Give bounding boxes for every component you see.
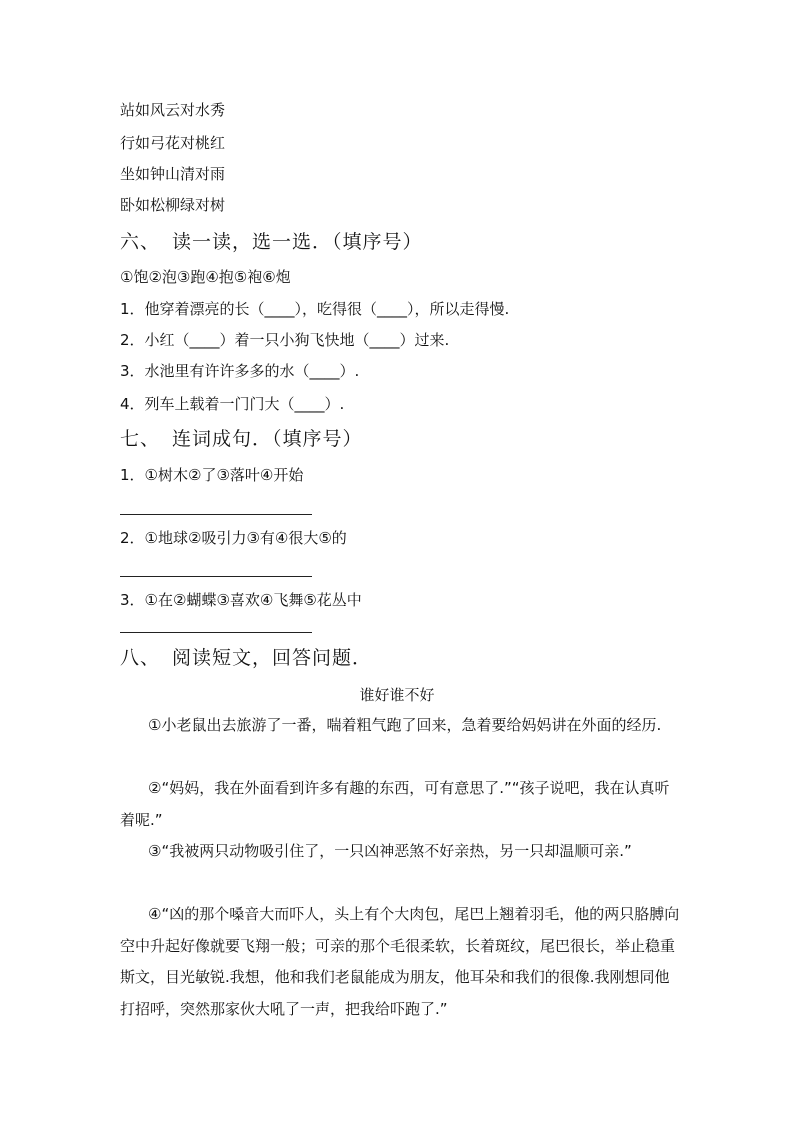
section-8-number: 八、 (120, 647, 161, 669)
section-7-item-2: 2．①地球②吸引力③有④很大⑤的 (120, 529, 347, 547)
section-6-options: ①饱②泡③跑④抱⑤袍⑥炮 (120, 268, 291, 286)
story-paragraph-2: ②“妈妈，我在外面看到许多有趣的东西，可有意思了.”“孩子说吧，我在认真听着呢.” (120, 779, 670, 829)
section-7-heading (120, 426, 363, 452)
section-8-heading (120, 645, 372, 671)
story-paragraph-4: ④“凶的那个嗓音大而吓人，头上有个大肉包，尾巴上翘着羽毛，他的两只胳膊向空中升起好像就要飞翔一般；可亲的那个毛很柔软，长着斑纹，尾巴很长，举止稳重斯文，目光敏锐.我想，他和我们老鼠能成为朋友，他耳朵和我们的很像.我刚想同他打招呼，突然那家伙大吼了一声，把我给吓跑了.” (120, 905, 680, 1018)
story-title: 谁好谁不好 (359, 686, 435, 704)
answer-line-2 (120, 576, 312, 577)
section-6-item-1: 1．他穿着漂亮的长（____），吃得很（____），所以走得慢. (120, 300, 510, 318)
section-7-title: 连词成句．（填序号） (172, 428, 363, 450)
couplet-line-1: 站如风云对水秀 (120, 101, 226, 119)
section-6-title: 读一读，选一选．（填序号） (172, 231, 423, 253)
answer-line-3 (120, 632, 312, 633)
answer-line-1 (120, 514, 312, 515)
section-6-item-3: 3．水池里有许许多多的水（____）. (120, 362, 360, 380)
couplet-line-3: 坐如钟山清对雨 (120, 165, 226, 183)
section-7-item-1: 1．①树木②了③落叶④开始 (120, 466, 304, 484)
section-7-number: 七、 (120, 428, 161, 450)
section-6-item-4: 4．列车上载着一门门大（____）. (120, 395, 345, 413)
section-8-title: 阅读短文，回答问题． (172, 647, 373, 669)
story-paragraph-1: ①小老鼠出去旅游了一番，喘着粗气跑了回来，急着要给妈妈讲在外面的经历. (148, 716, 662, 734)
section-6-heading (120, 229, 423, 255)
section-7-item-3: 3．①在②蝴蝶③喜欢④飞舞⑤花丛中 (120, 591, 362, 609)
story-paragraph-3: ③“我被两只动物吸引住了，一只凶神恶煞不好亲热，另一只却温顺可亲.” (148, 842, 632, 860)
couplet-line-2: 行如弓花对桃红 (120, 134, 226, 152)
section-6-item-2: 2．小红（____）着一只小狗飞快地（____）过来. (120, 331, 450, 349)
couplet-line-4: 卧如松柳绿对树 (120, 196, 226, 214)
section-6-number: 六、 (120, 231, 161, 253)
